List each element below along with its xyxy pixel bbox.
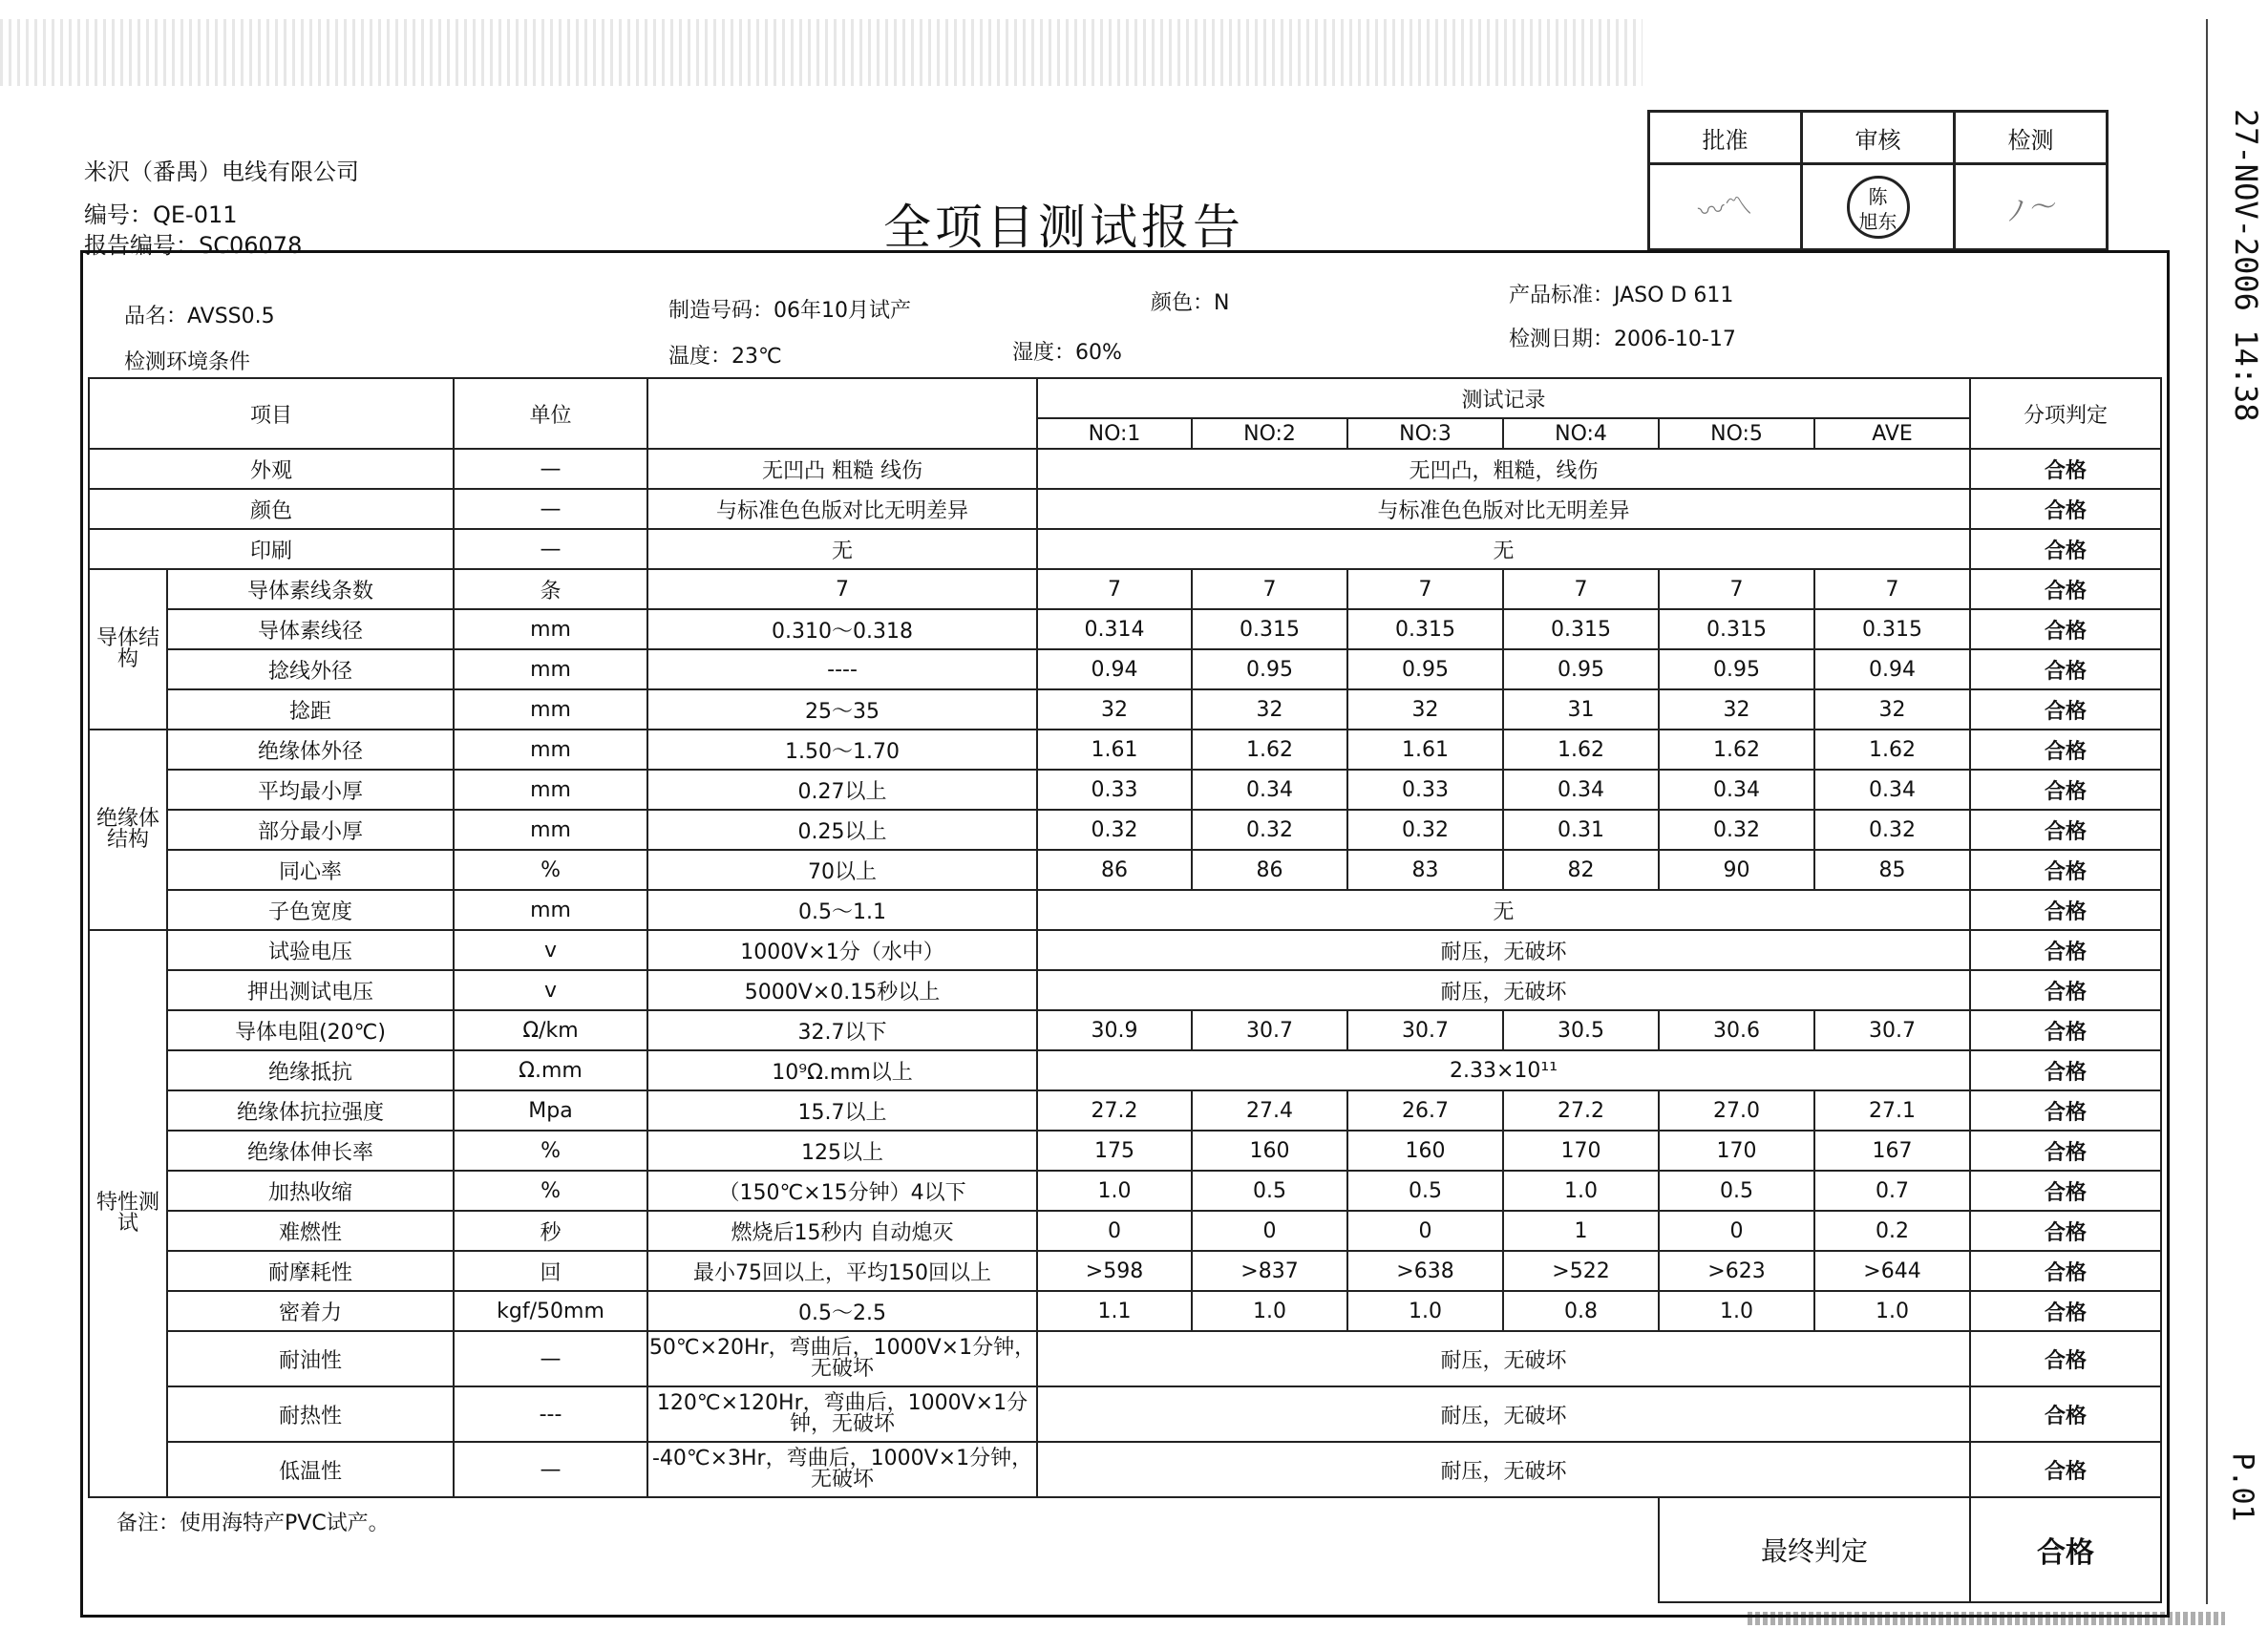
table-row bbox=[89, 1442, 2161, 1497]
row-sample-value: 30.7 bbox=[1347, 1010, 1503, 1050]
row-spec: 0.5～1.1 bbox=[647, 890, 1037, 930]
header-spec bbox=[647, 378, 1037, 449]
row-item: 外观 bbox=[89, 449, 454, 489]
color-code: 颜色：N bbox=[1151, 291, 1230, 315]
row-spec: （150℃×15分钟）4以下 bbox=[647, 1171, 1037, 1211]
row-sample-value: 7 bbox=[1503, 569, 1659, 609]
row-sample-value: >522 bbox=[1503, 1251, 1659, 1291]
row-unit: — bbox=[454, 1442, 647, 1497]
table-row bbox=[89, 770, 2161, 810]
row-sample-value: 27.2 bbox=[1037, 1090, 1192, 1131]
header-sample-col: NO:4 bbox=[1503, 418, 1659, 449]
row-sample-value: 1.61 bbox=[1037, 730, 1192, 770]
row-sample-value: 27.1 bbox=[1814, 1090, 1970, 1131]
scan-edge-line bbox=[2206, 19, 2208, 1604]
product-standard: 产品标准：JASO D 611 bbox=[1509, 284, 1734, 307]
row-sample-value: 27.2 bbox=[1503, 1090, 1659, 1131]
row-sample-value: 0.95 bbox=[1347, 649, 1503, 689]
row-sample-value: 0.5 bbox=[1192, 1171, 1347, 1211]
row-verdict: 合格 bbox=[1970, 810, 2161, 850]
test-result-table bbox=[88, 377, 2162, 1603]
row-sample-value: 1.1 bbox=[1037, 1291, 1192, 1331]
row-spec: 与标准色色版对比无明差异 bbox=[647, 489, 1037, 529]
test-date: 检测日期：2006-10-17 bbox=[1509, 328, 1736, 351]
group-label: 特性测试 bbox=[89, 930, 167, 1497]
row-verdict: 合格 bbox=[1970, 1050, 2161, 1090]
table-row bbox=[89, 529, 2161, 569]
row-sample-value: 85 bbox=[1814, 850, 1970, 890]
row-sample-value: 1 bbox=[1503, 1211, 1659, 1251]
row-spec: 70以上 bbox=[647, 850, 1037, 890]
row-item: 押出测试电压 bbox=[167, 970, 454, 1010]
table-row bbox=[89, 689, 2161, 730]
row-sample-value: 1.62 bbox=[1814, 730, 1970, 770]
row-verdict: 合格 bbox=[1970, 1010, 2161, 1050]
row-sample-value: 0.315 bbox=[1503, 609, 1659, 649]
row-sample-value: >638 bbox=[1347, 1251, 1503, 1291]
row-verdict: 合格 bbox=[1970, 1291, 2161, 1331]
row-unit: mm bbox=[454, 770, 647, 810]
table-row bbox=[89, 569, 2161, 609]
row-sample-value: 30.7 bbox=[1192, 1010, 1347, 1050]
row-spec: 0.27以上 bbox=[647, 770, 1037, 810]
row-unit: mm bbox=[454, 649, 647, 689]
row-sample-value: 1.0 bbox=[1814, 1291, 1970, 1331]
row-sample-value: 32 bbox=[1192, 689, 1347, 730]
row-sample-value: 170 bbox=[1503, 1131, 1659, 1171]
review-label: 审核 bbox=[1802, 112, 1955, 164]
row-sample-value: 1.0 bbox=[1192, 1291, 1347, 1331]
document-number: 编号：QE-011 bbox=[84, 201, 238, 228]
header-sample-col: NO:1 bbox=[1037, 418, 1192, 449]
row-sample-value: 1.62 bbox=[1503, 730, 1659, 770]
row-spec: 50℃×20Hr，弯曲后，1000V×1分钟，无破坏 bbox=[647, 1331, 1037, 1386]
row-unit: --- bbox=[454, 1386, 647, 1442]
row-unit: % bbox=[454, 1131, 647, 1171]
row-verdict: 合格 bbox=[1970, 1331, 2161, 1386]
row-sample-value: >837 bbox=[1192, 1251, 1347, 1291]
manufacture-code: 制造号码：06年10月试产 bbox=[668, 299, 911, 323]
row-sample-value: 0.95 bbox=[1503, 649, 1659, 689]
row-sample-value: 0.95 bbox=[1192, 649, 1347, 689]
row-spec: 1000V×1分（水中） bbox=[647, 930, 1037, 970]
row-sample-value: 7 bbox=[1814, 569, 1970, 609]
row-sample-value: 1.0 bbox=[1659, 1291, 1814, 1331]
row-sample-value: 167 bbox=[1814, 1131, 1970, 1171]
table-row bbox=[89, 930, 2161, 970]
row-result-merged: 与标准色色版对比无明差异 bbox=[1037, 489, 1970, 529]
row-verdict: 合格 bbox=[1970, 1171, 2161, 1211]
row-verdict: 合格 bbox=[1970, 1131, 2161, 1171]
row-item: 同心率 bbox=[167, 850, 454, 890]
row-unit: mm bbox=[454, 689, 647, 730]
row-spec: -40℃×3Hr，弯曲后，1000V×1分钟，无破坏 bbox=[647, 1442, 1037, 1497]
row-sample-value: 0.8 bbox=[1503, 1291, 1659, 1331]
row-sample-value: 7 bbox=[1192, 569, 1347, 609]
row-sample-value: 160 bbox=[1192, 1131, 1347, 1171]
product-name: 品名：AVSS0.5 bbox=[124, 305, 275, 328]
row-sample-value: 0.31 bbox=[1503, 810, 1659, 850]
header-verdict: 分项判定 bbox=[1970, 378, 2161, 449]
row-spec: 32.7以下 bbox=[647, 1010, 1037, 1050]
row-sample-value: 27.4 bbox=[1192, 1090, 1347, 1131]
row-verdict: 合格 bbox=[1970, 1251, 2161, 1291]
row-result-merged: 2.33×10¹¹ bbox=[1037, 1050, 1970, 1090]
row-result-merged: 无 bbox=[1037, 890, 1970, 930]
group-label: 绝缘体结构 bbox=[89, 730, 167, 930]
row-sample-value: 83 bbox=[1347, 850, 1503, 890]
row-unit: % bbox=[454, 850, 647, 890]
row-sample-value: 30.6 bbox=[1659, 1010, 1814, 1050]
row-sample-value: 86 bbox=[1192, 850, 1347, 890]
row-sample-value: 0.34 bbox=[1659, 770, 1814, 810]
row-verdict: 合格 bbox=[1970, 1442, 2161, 1497]
table-row bbox=[89, 609, 2161, 649]
approve-label: 批准 bbox=[1649, 112, 1802, 164]
row-item: 捻线外径 bbox=[167, 649, 454, 689]
row-sample-value: 0.32 bbox=[1192, 810, 1347, 850]
row-sample-value: 0.7 bbox=[1814, 1171, 1970, 1211]
row-unit: — bbox=[454, 1331, 647, 1386]
row-sample-value: 0.32 bbox=[1659, 810, 1814, 850]
row-item: 子色宽度 bbox=[167, 890, 454, 930]
row-sample-value: 7 bbox=[1347, 569, 1503, 609]
row-sample-value: 7 bbox=[1659, 569, 1814, 609]
row-spec: 0.25以上 bbox=[647, 810, 1037, 850]
row-sample-value: 32 bbox=[1659, 689, 1814, 730]
row-unit: 条 bbox=[454, 569, 647, 609]
row-item: 绝缘体抗拉强度 bbox=[167, 1090, 454, 1131]
remark: 备注：使用海特产PVC试产。 bbox=[117, 1512, 390, 1535]
row-sample-value: 0.34 bbox=[1503, 770, 1659, 810]
row-verdict: 合格 bbox=[1970, 1090, 2161, 1131]
row-unit: — bbox=[454, 449, 647, 489]
row-item: 低温性 bbox=[167, 1442, 454, 1497]
table-row bbox=[89, 890, 2161, 930]
row-sample-value: 0 bbox=[1659, 1211, 1814, 1251]
row-result-merged: 耐压，无破坏 bbox=[1037, 970, 1970, 1010]
header-sample-col: AVE bbox=[1814, 418, 1970, 449]
table-row bbox=[89, 1050, 2161, 1090]
row-verdict: 合格 bbox=[1970, 609, 2161, 649]
row-result-merged: 耐压，无破坏 bbox=[1037, 930, 1970, 970]
header-unit: 单位 bbox=[454, 378, 647, 449]
row-spec: 无凹凸 粗糙 线伤 bbox=[647, 449, 1037, 489]
table-row bbox=[89, 1010, 2161, 1050]
row-sample-value: 1.0 bbox=[1037, 1171, 1192, 1211]
row-sample-value: 1.61 bbox=[1347, 730, 1503, 770]
row-sample-value: 0.5 bbox=[1659, 1171, 1814, 1211]
scan-noise-top bbox=[0, 19, 1643, 86]
row-spec: 0.310～0.318 bbox=[647, 609, 1037, 649]
row-unit: 回 bbox=[454, 1251, 647, 1291]
row-spec: 最小75回以上，平均150回以上 bbox=[647, 1251, 1037, 1291]
row-sample-value: >644 bbox=[1814, 1251, 1970, 1291]
header-sample-col: NO:3 bbox=[1347, 418, 1503, 449]
table-row bbox=[89, 1331, 2161, 1386]
row-sample-value: 0.315 bbox=[1659, 609, 1814, 649]
row-unit: v bbox=[454, 930, 647, 970]
fax-timestamp: 27-NOV-2006 14:38 bbox=[2228, 109, 2264, 422]
row-spec: 5000V×0.15秒以上 bbox=[647, 970, 1037, 1010]
page-number: P.01 bbox=[2225, 1452, 2259, 1522]
row-sample-value: 1.62 bbox=[1192, 730, 1347, 770]
final-verdict-value: 合格 bbox=[1970, 1497, 2161, 1602]
row-verdict: 合格 bbox=[1970, 850, 2161, 890]
table-row bbox=[89, 970, 2161, 1010]
row-verdict: 合格 bbox=[1970, 770, 2161, 810]
row-item: 捻距 bbox=[167, 689, 454, 730]
row-item: 导体素线条数 bbox=[167, 569, 454, 609]
row-sample-value: 0.34 bbox=[1814, 770, 1970, 810]
row-sample-value: 26.7 bbox=[1347, 1090, 1503, 1131]
review-stamp: 陈 旭东 bbox=[1802, 164, 1955, 250]
row-unit: mm bbox=[454, 609, 647, 649]
row-item: 绝缘体外径 bbox=[167, 730, 454, 770]
row-result-merged: 耐压，无破坏 bbox=[1037, 1442, 1970, 1497]
table-row bbox=[89, 489, 2161, 529]
row-unit: — bbox=[454, 529, 647, 569]
row-unit: mm bbox=[454, 810, 647, 850]
row-sample-value: 0 bbox=[1347, 1211, 1503, 1251]
row-sample-value: 0.32 bbox=[1347, 810, 1503, 850]
row-item: 部分最小厚 bbox=[167, 810, 454, 850]
row-item: 耐油性 bbox=[167, 1331, 454, 1386]
row-sample-value: 0.34 bbox=[1192, 770, 1347, 810]
row-verdict: 合格 bbox=[1970, 649, 2161, 689]
table-row bbox=[89, 1291, 2161, 1331]
group-label: 导体结构 bbox=[89, 569, 167, 730]
header-sample-col: NO:5 bbox=[1659, 418, 1814, 449]
row-spec: 25～35 bbox=[647, 689, 1037, 730]
row-item: 耐热性 bbox=[167, 1386, 454, 1442]
row-spec: ---- bbox=[647, 649, 1037, 689]
final-verdict-label: 最终判定 bbox=[1659, 1497, 1970, 1602]
row-sample-value: 0.315 bbox=[1814, 609, 1970, 649]
temperature: 温度：23℃ bbox=[668, 345, 782, 369]
table-row bbox=[89, 730, 2161, 770]
row-verdict: 合格 bbox=[1970, 1211, 2161, 1251]
table-row bbox=[89, 1090, 2161, 1131]
row-unit: % bbox=[454, 1171, 647, 1211]
row-item: 试验电压 bbox=[167, 930, 454, 970]
row-spec: 125以上 bbox=[647, 1131, 1037, 1171]
row-result-merged: 无凹凸，粗糙，线伤 bbox=[1037, 449, 1970, 489]
row-unit: v bbox=[454, 970, 647, 1010]
row-sample-value: 0.95 bbox=[1659, 649, 1814, 689]
row-spec: 1.50～1.70 bbox=[647, 730, 1037, 770]
row-verdict: 合格 bbox=[1970, 890, 2161, 930]
row-sample-value: 0.94 bbox=[1037, 649, 1192, 689]
row-item: 密着力 bbox=[167, 1291, 454, 1331]
row-verdict: 合格 bbox=[1970, 689, 2161, 730]
row-unit: mm bbox=[454, 890, 647, 930]
row-verdict: 合格 bbox=[1970, 730, 2161, 770]
report-title: 全项目测试报告 bbox=[883, 200, 1244, 255]
row-item: 颜色 bbox=[89, 489, 454, 529]
row-sample-value: 90 bbox=[1659, 850, 1814, 890]
approval-box bbox=[1647, 110, 2109, 251]
row-verdict: 合格 bbox=[1970, 1386, 2161, 1442]
table-row bbox=[89, 1171, 2161, 1211]
row-spec: 0.5～2.5 bbox=[647, 1291, 1037, 1331]
row-sample-value: 86 bbox=[1037, 850, 1192, 890]
table-row bbox=[89, 1386, 2161, 1442]
row-sample-value: 0.315 bbox=[1347, 609, 1503, 649]
row-sample-value: 0 bbox=[1037, 1211, 1192, 1251]
table-row bbox=[89, 850, 2161, 890]
row-sample-value: 32 bbox=[1037, 689, 1192, 730]
inspect-label: 检测 bbox=[1955, 112, 2108, 164]
row-unit: Ω/km bbox=[454, 1010, 647, 1050]
row-verdict: 合格 bbox=[1970, 529, 2161, 569]
row-unit: mm bbox=[454, 730, 647, 770]
header-item: 项目 bbox=[89, 378, 454, 449]
row-verdict: 合格 bbox=[1970, 970, 2161, 1010]
header-test-record: 测试记录 bbox=[1037, 378, 1970, 418]
row-sample-value: >623 bbox=[1659, 1251, 1814, 1291]
row-sample-value: 1.0 bbox=[1347, 1291, 1503, 1331]
company-name: 米沢（番禺）电线有限公司 bbox=[84, 159, 359, 185]
row-item: 平均最小厚 bbox=[167, 770, 454, 810]
row-sample-value: 30.9 bbox=[1037, 1010, 1192, 1050]
row-spec: 120℃×120Hr，弯曲后，1000V×1分钟，无破坏 bbox=[647, 1386, 1037, 1442]
row-sample-value: 170 bbox=[1659, 1131, 1814, 1171]
row-sample-value: 160 bbox=[1347, 1131, 1503, 1171]
row-sample-value: 0.33 bbox=[1347, 770, 1503, 810]
row-sample-value: 27.0 bbox=[1659, 1090, 1814, 1131]
row-verdict: 合格 bbox=[1970, 449, 2161, 489]
inspect-signature: ノ〜 bbox=[1955, 164, 2108, 250]
row-unit: Mpa bbox=[454, 1090, 647, 1131]
row-sample-value: 82 bbox=[1503, 850, 1659, 890]
row-sample-value: 0.315 bbox=[1192, 609, 1347, 649]
row-sample-value: 31 bbox=[1503, 689, 1659, 730]
row-verdict: 合格 bbox=[1970, 489, 2161, 529]
row-unit: Ω.mm bbox=[454, 1050, 647, 1090]
row-sample-value: 0.94 bbox=[1814, 649, 1970, 689]
row-sample-value: >598 bbox=[1037, 1251, 1192, 1291]
table-row bbox=[89, 1211, 2161, 1251]
row-sample-value: 30.5 bbox=[1503, 1010, 1659, 1050]
row-item: 印刷 bbox=[89, 529, 454, 569]
row-item: 加热收缩 bbox=[167, 1171, 454, 1211]
row-sample-value: 1.62 bbox=[1659, 730, 1814, 770]
table-row bbox=[89, 449, 2161, 489]
row-sample-value: 7 bbox=[1037, 569, 1192, 609]
row-result-merged: 耐压，无破坏 bbox=[1037, 1386, 1970, 1442]
row-result-merged: 无 bbox=[1037, 529, 1970, 569]
row-unit: — bbox=[454, 489, 647, 529]
approve-signature: 〰〽 bbox=[1649, 164, 1802, 250]
row-sample-value: 32 bbox=[1814, 689, 1970, 730]
row-sample-value: 32 bbox=[1347, 689, 1503, 730]
humidity: 湿度：60% bbox=[1012, 341, 1122, 365]
row-spec: 10⁹Ω.mm以上 bbox=[647, 1050, 1037, 1090]
header-sample-col: NO:2 bbox=[1192, 418, 1347, 449]
row-sample-value: 0.32 bbox=[1814, 810, 1970, 850]
row-unit: 秒 bbox=[454, 1211, 647, 1251]
table-row bbox=[89, 1131, 2161, 1171]
row-sample-value: 175 bbox=[1037, 1131, 1192, 1171]
table-row bbox=[89, 810, 2161, 850]
row-sample-value: 0.33 bbox=[1037, 770, 1192, 810]
row-verdict: 合格 bbox=[1970, 930, 2161, 970]
row-item: 耐摩耗性 bbox=[167, 1251, 454, 1291]
row-sample-value: 0.314 bbox=[1037, 609, 1192, 649]
row-item: 导体素线径 bbox=[167, 609, 454, 649]
row-spec: 15.7以上 bbox=[647, 1090, 1037, 1131]
row-unit: kgf/50mm bbox=[454, 1291, 647, 1331]
row-verdict: 合格 bbox=[1970, 569, 2161, 609]
table-row bbox=[89, 649, 2161, 689]
row-spec: 7 bbox=[647, 569, 1037, 609]
row-spec: 燃烧后15秒内 自动熄灭 bbox=[647, 1211, 1037, 1251]
report-number: 报告编号：SC06078 bbox=[84, 232, 303, 259]
row-item: 导体电阻(20℃) bbox=[167, 1010, 454, 1050]
row-item: 绝缘体伸长率 bbox=[167, 1131, 454, 1171]
row-result-merged: 耐压，无破坏 bbox=[1037, 1331, 1970, 1386]
test-environment-label: 检测环境条件 bbox=[124, 350, 251, 374]
table-row bbox=[89, 1251, 2161, 1291]
row-sample-value: 30.7 bbox=[1814, 1010, 1970, 1050]
row-sample-value: 0.2 bbox=[1814, 1211, 1970, 1251]
row-sample-value: 1.0 bbox=[1503, 1171, 1659, 1211]
row-sample-value: 0.5 bbox=[1347, 1171, 1503, 1211]
row-sample-value: 0.32 bbox=[1037, 810, 1192, 850]
row-item: 难燃性 bbox=[167, 1211, 454, 1251]
row-item: 绝缘抵抗 bbox=[167, 1050, 454, 1090]
row-spec: 无 bbox=[647, 529, 1037, 569]
row-sample-value: 0 bbox=[1192, 1211, 1347, 1251]
